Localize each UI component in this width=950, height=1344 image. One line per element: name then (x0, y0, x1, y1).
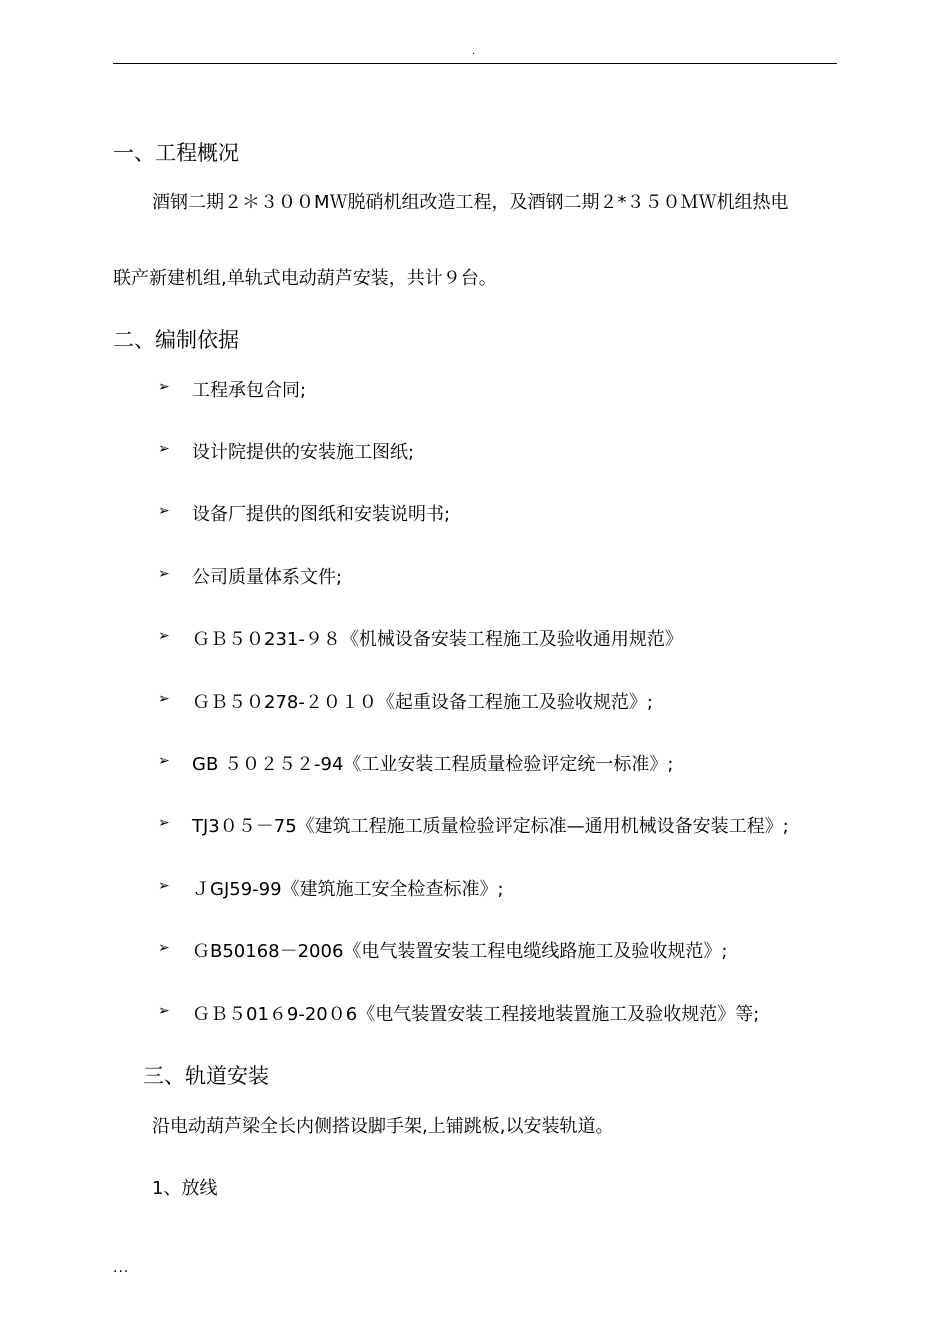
arrow-bullet-icon: ➢ (158, 628, 170, 644)
section3-title: 三、轨道安装 (143, 1064, 269, 1088)
list-item-text: TJ3０５－75《建筑工程施工质量检验评定标准—通用机械设备安装工程》; (192, 816, 789, 837)
footer-mark: ... (113, 1260, 130, 1276)
section2-title: 二、编制依据 (113, 328, 239, 352)
arrow-bullet-icon: ➢ (158, 940, 170, 956)
list-item-text: 设计院提供的安装施工图纸; (192, 442, 415, 463)
header-rule (113, 63, 837, 64)
list-item (158, 563, 170, 582)
list-item (158, 438, 170, 457)
arrow-bullet-icon: ➢ (158, 1003, 170, 1019)
section3-para: 沿电动葫芦梁全长内侧搭设脚手架,上铺跳板,以安装轨道。 (152, 1116, 614, 1137)
list-item-text: 工程承包合同; (192, 380, 307, 401)
arrow-bullet-icon: ➢ (158, 441, 170, 457)
list-item-text: ＧB50168－2006《电气装置安装工程电缆线路施工及验收规范》; (192, 941, 728, 962)
list-item-text: ＪGJ59-99《建筑施工安全检查标准》; (192, 879, 504, 900)
list-item-text: ＧＢ５01６9-20０6《电气装置安装工程接地装置施工及验收规范》等; (192, 1004, 760, 1025)
list-item-text: 设备厂提供的图纸和安装说明书; (192, 504, 451, 525)
list-item (158, 688, 170, 707)
header-mark: . (472, 46, 476, 57)
arrow-bullet-icon: ➢ (158, 566, 170, 582)
section1-para-line2: 联产新建机组,单轨式电动葫芦安装，共计９台。 (113, 268, 497, 289)
list-item (158, 937, 170, 956)
list-item (158, 376, 170, 395)
list-item-text: ＧＢ５０231-９８《机械设备安装工程施工及验收通用规范》 (192, 629, 683, 650)
arrow-bullet-icon: ➢ (158, 815, 170, 831)
list-item (158, 500, 170, 519)
arrow-bullet-icon: ➢ (158, 753, 170, 769)
section1-para-line1: 酒钢二期２＊３００MＷ脱硝机组改造工程，及酒钢二期２*３５０ＭＷ机组热电 (152, 192, 789, 213)
list-item-text: 公司质量体系文件; (192, 567, 343, 588)
list-item (158, 875, 170, 894)
list-item-text: GB ５０２５２-94《工业安装工程质量检验评定统一标准》; (192, 754, 674, 775)
arrow-bullet-icon: ➢ (158, 691, 170, 707)
list-item (158, 750, 170, 769)
section1-title: 一、工程概况 (113, 141, 239, 165)
arrow-bullet-icon: ➢ (158, 878, 170, 894)
list-item-text: ＧＢ５０278-２０１０《起重设备工程施工及验收规范》; (192, 692, 653, 713)
section3-sub1: 1、放线 (152, 1178, 218, 1199)
arrow-bullet-icon: ➢ (158, 503, 170, 519)
list-item (158, 812, 170, 831)
list-item (158, 1000, 170, 1019)
list-item (158, 625, 170, 644)
arrow-bullet-icon: ➢ (158, 379, 170, 395)
